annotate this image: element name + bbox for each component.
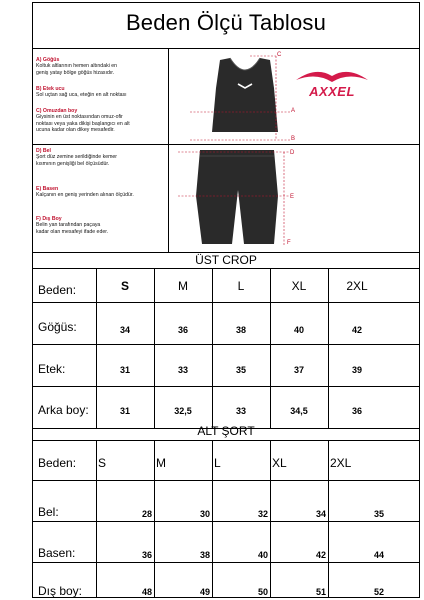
table-cell: 34,5 <box>290 406 308 416</box>
table-cell: 42 <box>315 550 326 560</box>
table-cell: 32,5 <box>174 406 192 416</box>
table-cell: 36 <box>141 550 152 560</box>
top-description-b: B) Etek ucu Sol uçtan sağ uca, eteğin en alt noktası <box>36 86 127 99</box>
table-cell: 34 <box>315 509 326 519</box>
bottom-description-e: E) Basen Kalçanın en geniş yerinden alınan ölçüdür. <box>36 186 134 199</box>
page-title: Beden Ölçü Tablosu <box>125 10 327 35</box>
marker-f: F <box>287 240 291 246</box>
table-cell: 28 <box>141 509 152 519</box>
size-header: XL <box>291 279 307 293</box>
alt-sort-header-label: Beden: <box>38 456 77 470</box>
table-cell: 51 <box>315 587 326 597</box>
bottom-description-f: F) Dış Boy Belin yan tarafından paçaya kadar olan mesafeyi ifade eder. <box>36 216 109 235</box>
table-cell: 35 <box>373 509 384 519</box>
size-header: 2XL <box>330 456 352 470</box>
row-label: Arka boy: <box>38 403 89 417</box>
divider <box>328 440 329 598</box>
divider <box>96 440 97 598</box>
table-cell: 39 <box>351 365 362 375</box>
table-cell: 32 <box>257 509 268 519</box>
marker-b: B <box>291 136 296 142</box>
table-cell: 33 <box>235 406 246 416</box>
table-cell: 40 <box>257 550 268 560</box>
table-cell: 31 <box>119 365 130 375</box>
table-cell: 44 <box>373 550 384 560</box>
table-cell: 50 <box>257 587 268 597</box>
table-cell: 49 <box>199 587 210 597</box>
row-label: Basen: <box>38 546 76 560</box>
size-header: L <box>214 456 221 470</box>
size-header: L <box>237 279 245 293</box>
divider <box>154 440 155 598</box>
ust-crop-header-label: Beden: <box>38 283 77 297</box>
divider <box>32 268 420 269</box>
crop-top-illustration <box>190 52 300 144</box>
bottom-description-d: D) Bel Şort düz zemine serildiğinde kemer kısmının genişliği bel ölçüsüdür. <box>36 148 118 167</box>
size-header: M <box>156 456 166 470</box>
marker-d: D <box>290 150 295 156</box>
size-header: S <box>120 279 129 293</box>
table-cell: 38 <box>235 325 246 335</box>
top-description-a: A) Göğüs Koltuk altlarının hemen altındaki en geniş yatay bölge göğüs hizasıdır. <box>36 57 118 76</box>
table-cell: 35 <box>235 365 246 375</box>
shorts-illustration <box>178 146 298 250</box>
marker-c: C <box>277 52 282 58</box>
table-cell: 31 <box>119 406 130 416</box>
table-cell: 38 <box>199 550 210 560</box>
divider <box>212 440 213 598</box>
table-cell: 48 <box>141 587 152 597</box>
table-cell: 36 <box>177 325 188 335</box>
table-cell: 42 <box>351 325 362 335</box>
size-header: 2XL <box>346 279 368 293</box>
table-cell: 36 <box>351 406 362 416</box>
table-cell: 30 <box>199 509 210 519</box>
table-cell: 52 <box>373 587 384 597</box>
divider <box>168 48 169 252</box>
table-cell: 33 <box>177 365 188 375</box>
size-header: M <box>178 279 188 293</box>
row-label: Dış boy: <box>38 584 83 598</box>
marker-a: A <box>291 108 296 114</box>
marker-e: E <box>290 194 295 200</box>
divider <box>32 386 420 387</box>
divider <box>32 562 420 563</box>
table-cell: 37 <box>293 365 304 375</box>
size-header: XL <box>272 456 287 470</box>
divider <box>32 144 420 145</box>
divider <box>32 48 420 49</box>
divider <box>32 440 420 441</box>
ust-crop-title: ÜST CROP <box>195 253 257 267</box>
row-label: Bel: <box>38 505 59 519</box>
top-description-c: C) Omuzdan boy Giysinin en üst noktasından omuz-ofir noktası veya yaka dikişi başlangıcı en alt ucuna kadar olan dikey mesafedir. <box>36 108 130 134</box>
divider <box>270 440 271 598</box>
divider <box>32 344 420 345</box>
table-cell: 40 <box>293 325 304 335</box>
divider <box>32 521 420 522</box>
table-cell: 34 <box>119 325 130 335</box>
size-header: S <box>98 456 107 470</box>
brand-name: AXXEL <box>309 84 355 99</box>
row-label: Etek: <box>38 362 66 376</box>
row-label: Göğüs: <box>38 320 77 334</box>
divider <box>32 302 420 303</box>
alt-sort-title: ALT ŞORT <box>197 424 255 438</box>
divider <box>32 480 420 481</box>
